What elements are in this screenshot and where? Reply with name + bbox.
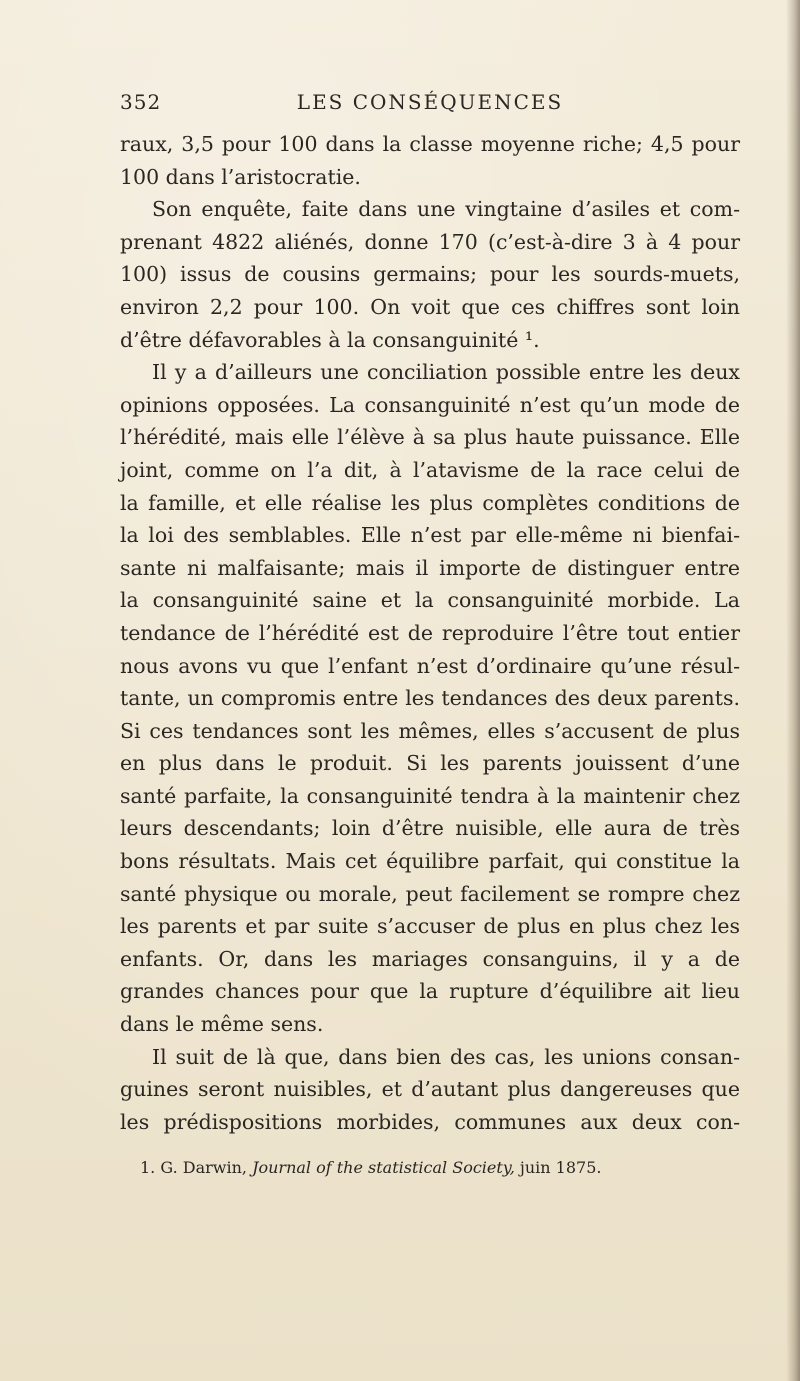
text-line: tendance de l’hérédité est de reproduire l’être tout entier (120, 620, 740, 645)
running-title: LES CONSÉQUENCES (296, 90, 564, 114)
text-line: bons résultats. Mais cet équilibre parfait, qui constitue la (120, 849, 740, 874)
text-line: dans le même sens. (120, 1012, 324, 1037)
text-line: les prédispositions morbides, communes aux deux con- (120, 1109, 740, 1134)
text-line: Il y a d’ailleurs une conciliation possible entre les deux (152, 360, 740, 385)
footnote-date: juin 1875. (519, 1158, 602, 1177)
text-line: Il suit de là que, dans bien des cas, les unions consan- (152, 1044, 740, 1069)
text-line: raux, 3,5 pour 100 dans la classe moyenne riche; 4,5 pour (120, 132, 740, 156)
text-line: leurs descendants; loin d’être nuisible, elle aura de très (120, 816, 740, 841)
text-line: d’être défavorables à la consanguinité ¹. (120, 327, 540, 352)
page-edge-shadow (786, 0, 800, 1381)
text-line: en plus dans le produit. Si les parents jouissent d’une (120, 751, 740, 776)
text-line: santé physique ou morale, peut facilement se rompre chez (120, 881, 740, 906)
text-line: environ 2,2 pour 100. On voit que ces chiffres sont loin (120, 294, 740, 319)
page-number: 352 (120, 90, 162, 114)
text-line: guines seront nuisibles, et d’autant plus dangereuses que (120, 1077, 740, 1102)
text-line: la consanguinité saine et la consanguinité morbide. La (120, 588, 740, 613)
text-line: l’hérédité, mais elle l’élève à sa plus haute puissance. Elle (120, 425, 740, 450)
text-line: 100) issus de cousins germains; pour les sourds-muets, (120, 262, 740, 287)
text-line: sante ni malfaisante; mais il importe de distinguer entre (120, 555, 740, 580)
text-line: 100 dans l’aristocratie. (120, 164, 361, 189)
text-line: santé parfaite, la consanguinité tendra à la maintenir chez (120, 783, 740, 808)
text-line: Si ces tendances sont les mêmes, elles s’accusent de plus (120, 718, 740, 743)
text-line: prenant 4822 aliénés, donne 170 (c’est-à-dire 3 à 4 pour (120, 229, 740, 254)
text-line: enfants. Or, dans les mariages consanguins, il y a de (120, 946, 740, 971)
text-line: les parents et par suite s’accuser de plus en plus chez les (120, 914, 740, 939)
text-line: grandes chances pour que la rupture d’équilibre ait lieu (120, 979, 740, 1004)
footnote-author: G. Darwin, (160, 1158, 247, 1177)
footnote-marker: 1. (140, 1158, 156, 1177)
body-text (120, 128, 740, 1138)
footnote-journal: Journal of the statistical Society, (252, 1158, 515, 1177)
text-line: tante, un compromis entre les tendances des deux parents. (120, 686, 740, 711)
text-line: Son enquête, faite dans une vingtaine d’asiles et com- (152, 197, 740, 222)
text-line: joint, comme on l’a dit, à l’atavisme de la race celui de (120, 457, 740, 482)
text-line: la loi des semblables. Elle n’est par elle-même ni bienfai- (120, 523, 740, 548)
text-line: la famille, et elle réalise les plus complètes conditions de (120, 490, 740, 515)
text-line: opinions opposées. La consanguinité n’est qu’un mode de (120, 392, 740, 417)
text-line: nous avons vu que l’enfant n’est d’ordinaire qu’une résul- (120, 653, 740, 678)
page-header (120, 90, 740, 120)
footnote (140, 1158, 740, 1177)
